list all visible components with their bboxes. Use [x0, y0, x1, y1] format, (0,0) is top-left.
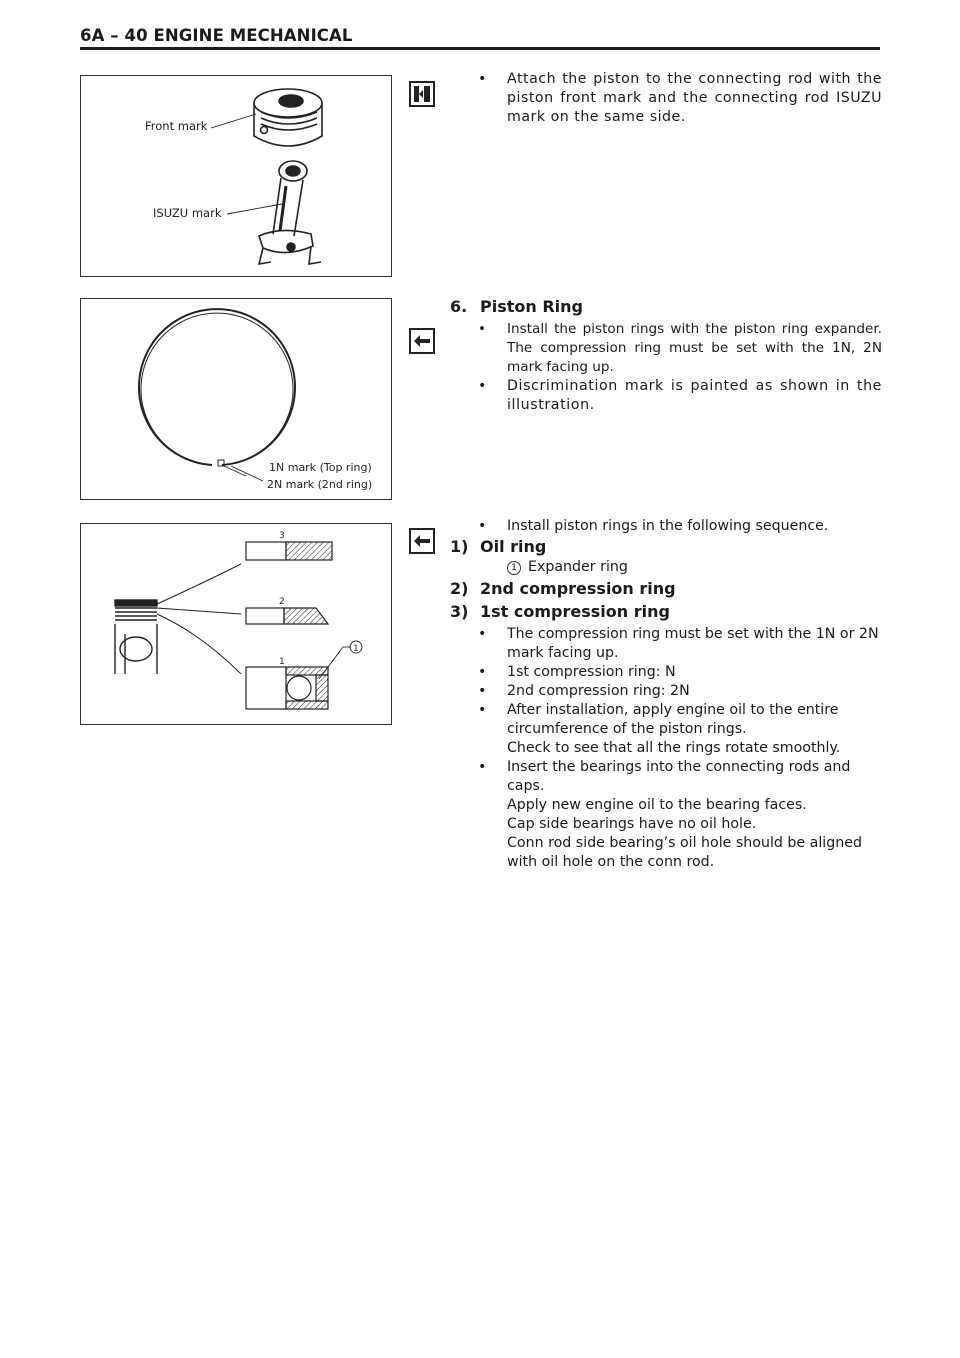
heading-title: 1st compression ring	[480, 602, 670, 621]
bullet-install-expander: • Install the piston rings with the piston ring expander. The compression ring must be set with the 1N, 2N mark facing up.	[450, 320, 882, 377]
heading-number: 1)	[450, 537, 469, 556]
section-piston-ring	[450, 296, 882, 415]
piston-ring-drawing	[139, 309, 295, 466]
piston-side-drawing	[115, 600, 157, 674]
isuzu-mark-label: ISUZU mark	[153, 206, 222, 220]
figure-ring-sequence	[80, 523, 392, 725]
sub-label: Expander ring	[528, 559, 628, 575]
heading-title: Piston Ring	[480, 297, 583, 316]
piston-drawing	[254, 89, 322, 146]
ring-2-drawing	[246, 608, 328, 624]
front-mark-label: Front mark	[145, 119, 208, 133]
circled-number: 1	[507, 561, 521, 575]
conrod-drawing	[259, 161, 321, 264]
ring-1-drawing	[246, 667, 328, 709]
ring-num-2: 2	[279, 597, 285, 607]
sub-expander-ring	[450, 558, 882, 577]
page-header: 6A – 40 ENGINE MECHANICAL	[80, 26, 353, 45]
figure-piston-ring	[80, 298, 392, 500]
heading-title: 2nd compression ring	[480, 579, 676, 598]
bullet-2nd-ring-2n: • 2nd compression ring: 2N	[450, 682, 882, 701]
heading-number: 2)	[450, 579, 469, 598]
section-attach-piston	[450, 70, 882, 127]
assemble-icon	[409, 81, 435, 107]
ring-mark-2n-label: 2N mark (2nd ring)	[267, 478, 373, 491]
text-no-oil-hole: Cap side bearings have no oil hole.	[507, 816, 757, 832]
install-arrow-icon	[409, 328, 435, 354]
heading-number: 6.	[450, 297, 468, 316]
heading-oil-ring	[450, 537, 882, 557]
bullet-insert-bearings: • Insert the bearings into the connecting rods and caps.	[450, 758, 882, 796]
section-ring-sequence	[450, 517, 882, 872]
callout-1: 1	[353, 644, 359, 654]
figure-piston-conrod	[80, 75, 392, 277]
ring-mark-1n-label: 1N mark (Top ring)	[269, 461, 372, 474]
heading-1st-ring	[450, 602, 882, 622]
text-apply-new-oil: Apply new engine oil to the bearing faces.	[507, 797, 807, 813]
bullet-attach-piston: • Attach the piston to the connecting rod with the piston front mark and the connecting rod ISUZU mark on the same side.	[450, 70, 882, 127]
text-check-rotate: Check to see that all the rings rotate smoothly.	[507, 740, 841, 756]
ring-num-1: 1	[279, 657, 285, 667]
install-arrow-icon	[409, 528, 435, 554]
heading-2nd-ring	[450, 579, 882, 599]
heading-piston-ring	[450, 297, 882, 317]
bullet-mark-facing-up: • The compression ring must be set with the 1N or 2N mark facing up.	[450, 625, 882, 663]
header-rule	[80, 47, 880, 50]
bullet-sequence-intro: • Install piston rings in the following sequence.	[450, 517, 882, 536]
bullet-discrimination-mark: • Discrimination mark is painted as shown in the illustration.	[450, 377, 882, 415]
heading-number: 3)	[450, 602, 469, 621]
bullet-apply-oil: • After installation, apply engine oil to the entire circumference of the piston rings.	[450, 701, 882, 739]
bullet-1st-ring-n: • 1st compression ring: N	[450, 663, 882, 682]
text-align-oil-hole: Conn rod side bearing’s oil hole should be aligned with oil hole on the conn rod.	[507, 835, 862, 870]
ring-num-3: 3	[279, 531, 285, 541]
ring-3-drawing	[246, 542, 332, 560]
heading-title: Oil ring	[480, 537, 547, 556]
